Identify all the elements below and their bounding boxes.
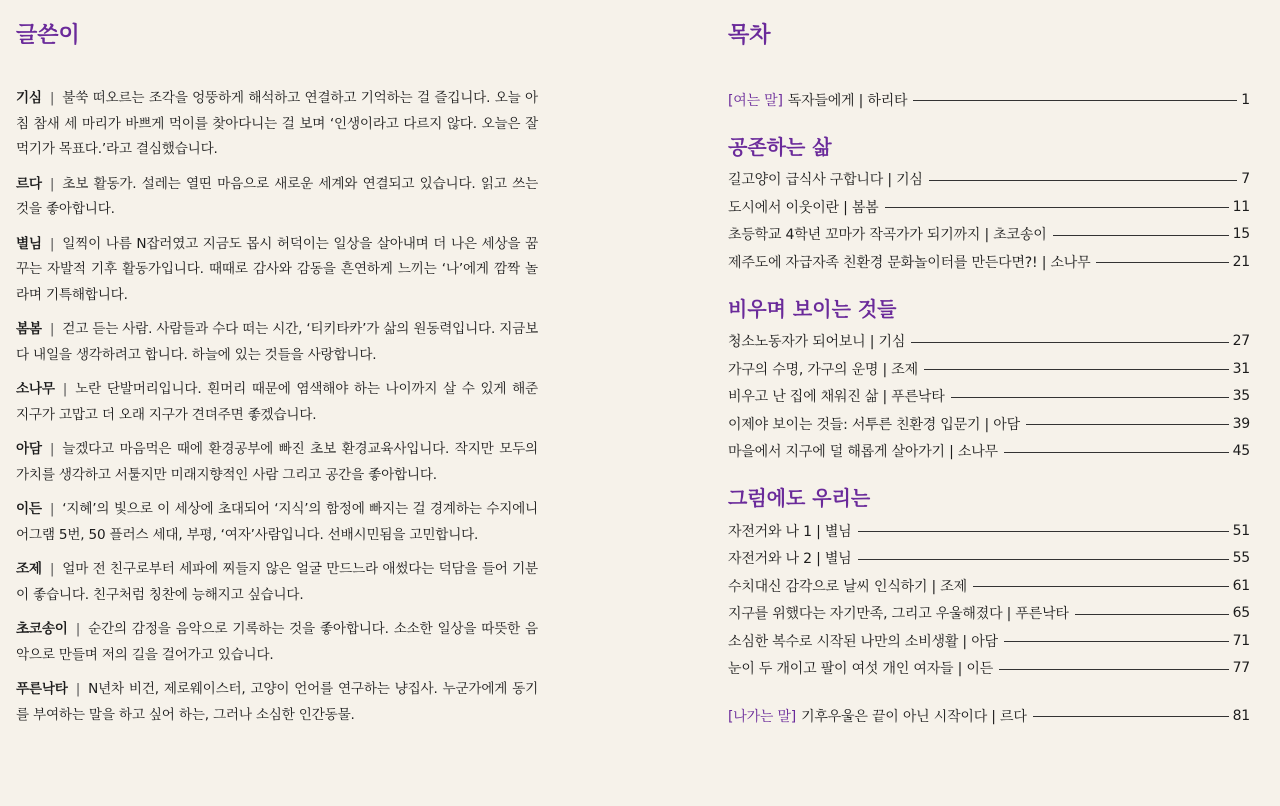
toc-entry[interactable] xyxy=(728,517,1250,545)
toc-entry[interactable] xyxy=(728,166,1250,194)
toc-closing xyxy=(728,702,1250,730)
entry-title: 제주도에 자급자족 친환경 문화놀이터를 만든다면?! | 소나무 xyxy=(728,254,1091,271)
leader-line xyxy=(1004,452,1229,453)
page-number: 65 xyxy=(1232,605,1250,622)
author-name: 별님 xyxy=(16,235,42,252)
toc-entry[interactable] xyxy=(728,193,1250,221)
leader-line xyxy=(885,207,1229,208)
page-number: 51 xyxy=(1232,522,1250,539)
separator: | xyxy=(49,501,55,517)
separator: | xyxy=(75,681,81,697)
toc-entry[interactable] xyxy=(728,410,1250,438)
author-name: 소나무 xyxy=(16,381,55,397)
entry-title: 자전거와 나 2 | 별님 xyxy=(728,551,852,568)
entry-title: 기후우울은 끝이 아닌 시작이다 | 르다 xyxy=(801,708,1027,725)
entry-title: 수치대신 감각으로 날씨 인식하기 | 조제 xyxy=(728,578,967,595)
separator: | xyxy=(49,561,55,577)
author-entry xyxy=(16,172,538,223)
page-number: 77 xyxy=(1232,660,1250,677)
author-name: 아담 xyxy=(16,441,42,457)
toc-opening xyxy=(728,86,1250,114)
author-name: 이든 xyxy=(16,501,42,517)
page-number: 21 xyxy=(1232,253,1250,270)
section-title: 공존하는 삶 xyxy=(728,134,832,159)
page-number: 7 xyxy=(1241,171,1250,188)
page-number: 71 xyxy=(1232,632,1250,649)
toc-entry[interactable] xyxy=(728,328,1250,356)
toc-title: 목차 xyxy=(728,23,771,48)
toc-entry[interactable] xyxy=(728,655,1250,683)
author-entry xyxy=(16,557,538,608)
toc-entry[interactable] xyxy=(728,355,1250,383)
leader-line xyxy=(1004,641,1229,642)
author-entry xyxy=(16,677,538,728)
entry-title: 초등학교 4학년 꼬마가 작곡가가 되기까지 | 초코송이 xyxy=(728,227,1047,244)
separator: | xyxy=(62,381,68,397)
toc-entry[interactable] xyxy=(728,86,1250,114)
author-entry xyxy=(16,377,538,428)
leader-line xyxy=(951,397,1229,398)
author-name: 조제 xyxy=(16,561,42,577)
separator: | xyxy=(49,441,55,457)
toc-entry[interactable] xyxy=(728,572,1250,600)
author-desc: 불쑥 떠오르는 조각을 엉뚱하게 해석하고 연결하고 기억하는 걸 즐깁니다. 오늘 아침 참새 세 마리가 바쁘게 먹이를 찾아다니는 걸 보며 ‘인생이라고 다르지 않다. 오늘은 잘 먹기가 목표다.’라고 결심했습니다. xyxy=(16,90,538,157)
entry-title: 마을에서 지구에 덜 해롭게 살아가기 | 소나무 xyxy=(728,444,998,461)
page-number: 81 xyxy=(1232,707,1250,724)
entry-title: 독자들에게 | 하리타 xyxy=(787,92,908,109)
separator: | xyxy=(75,621,81,637)
author-desc: ‘지혜’의 빛으로 이 세상에 초대되어 ‘지식’의 함정에 빠지는 걸 경계하는 수지에니어그램 5번, 50 플러스 세대, 부평, ‘여자’사람입니다. 선배시민됨을 고민합니다. xyxy=(16,501,538,543)
entry-title: 도시에서 이웃이란 | 봄봄 xyxy=(728,199,879,216)
toc-entry[interactable] xyxy=(728,221,1250,249)
entry-prefix: [나가는 말] xyxy=(728,708,797,725)
leader-line xyxy=(858,559,1229,560)
entry-title: 가구의 수명, 가구의 운명 | 조제 xyxy=(728,361,918,378)
authors-title: 글쓴이 xyxy=(16,23,80,48)
separator: | xyxy=(49,90,55,106)
author-entry xyxy=(16,437,538,488)
author-desc: 늘겠다고 마음먹은 때에 환경공부에 빠진 초보 환경교육사입니다. 작지만 모두의 가치를 생각하고 서툴지만 미래지향적인 사람 그리고 공간을 좋아합니다. xyxy=(16,441,538,483)
table-of-contents xyxy=(728,86,1250,730)
entry-prefix: [여는 말] xyxy=(728,92,783,109)
page-number: 11 xyxy=(1232,198,1250,215)
leader-line xyxy=(1033,716,1229,717)
leader-line xyxy=(924,369,1229,370)
author-name: 푸른낙타 xyxy=(16,681,68,697)
leader-line xyxy=(913,100,1237,101)
page-number: 1 xyxy=(1241,91,1250,108)
section-title: 비우며 보이는 것들 xyxy=(728,296,897,321)
toc-entry[interactable] xyxy=(728,627,1250,655)
entry-title: 청소노동자가 되어보니 | 기심 xyxy=(728,334,906,351)
page-number: 39 xyxy=(1232,415,1250,432)
entry-title: 자전거와 나 1 | 별님 xyxy=(728,523,852,540)
toc-section xyxy=(728,485,1250,682)
leader-line xyxy=(999,669,1229,670)
author-entry xyxy=(16,497,538,548)
page-number: 61 xyxy=(1232,577,1250,594)
toc-section xyxy=(728,296,1250,466)
toc-page xyxy=(640,0,1280,806)
page-number: 55 xyxy=(1232,550,1250,567)
page-number: 31 xyxy=(1232,360,1250,377)
page-number: 27 xyxy=(1232,333,1250,350)
section-title: 그럼에도 우리는 xyxy=(728,486,871,510)
leader-line xyxy=(1053,235,1229,236)
toc-entry[interactable] xyxy=(728,438,1250,466)
leader-line xyxy=(1075,614,1229,615)
author-name: 봄봄 xyxy=(16,321,42,337)
author-desc: 얼마 전 친구로부터 세파에 찌들지 않은 얼굴 만드느라 애썼다는 덕담을 들어 기분이 좋습니다. 친구처럼 칭찬에 능해지고 싶습니다. xyxy=(16,561,538,603)
leader-line xyxy=(1096,262,1228,263)
toc-entry[interactable] xyxy=(728,600,1250,628)
author-desc: 걷고 듣는 사람. 사람들과 수다 떠는 시간, ‘티키타카’가 삶의 원동력입니다. 지금보다 내일을 생각하려고 합니다. 하늘에 있는 것들을 사랑합니다. xyxy=(16,321,538,363)
leader-line xyxy=(858,531,1229,532)
author-entry xyxy=(16,617,538,668)
author-list xyxy=(16,86,538,728)
author-desc: 일찍이 나름 N잡러였고 지금도 몹시 허덕이는 일상을 살아내며 더 나은 세상을 꿈꾸는 자발적 기후 활동가입니다. 때때로 감사와 감동을 흔연하게 느끼는 ‘나’에게 깜짝 놀라며 기특해합니다. xyxy=(16,235,538,303)
author-name: 초코송이 xyxy=(16,621,68,637)
author-desc: N년차 비건, 제로웨이스터, 고양이 언어를 연구하는 냥집사. 누군가에게 동기를 부여하는 말을 하고 싶어 하는, 그러나 소심한 인간동물. xyxy=(16,681,538,723)
toc-entry[interactable] xyxy=(728,248,1250,276)
entry-title: 소심한 복수로 시작된 나만의 소비생활 | 아담 xyxy=(728,633,998,650)
author-entry xyxy=(16,317,538,368)
page-number: 35 xyxy=(1232,388,1250,405)
author-desc: 노란 단발머리입니다. 흰머리 때문에 염색해야 하는 나이까지 살 수 있게 해준 지구가 고맙고 더 오래 지구가 견뎌주면 좋겠습니다. xyxy=(16,381,538,423)
author-entry xyxy=(16,232,538,309)
toc-entry[interactable] xyxy=(728,702,1250,730)
separator: | xyxy=(49,321,55,337)
leader-line xyxy=(911,342,1228,343)
entry-title: 지구를 위했다는 자기만족, 그리고 우울해졌다 | 푸른낙타 xyxy=(728,606,1069,623)
toc-entry[interactable] xyxy=(728,383,1250,411)
toc-entry[interactable] xyxy=(728,545,1250,573)
author-desc: 순간의 감정을 음악으로 기록하는 것을 좋아합니다. 소소한 일상을 따뜻한 음악으로 만들며 저의 길을 걸어가고 있습니다. xyxy=(16,621,538,663)
separator: | xyxy=(49,175,55,192)
entry-title: 비우고 난 집에 채워진 삶 | 푸른낙타 xyxy=(728,389,945,406)
entry-title: 눈이 두 개이고 팔이 여섯 개인 여자들 | 이든 xyxy=(728,661,994,678)
author-name: 르다 xyxy=(16,175,42,192)
page-number: 15 xyxy=(1232,226,1250,243)
separator: | xyxy=(49,235,55,252)
leader-line xyxy=(1026,424,1229,425)
entry-title: 길고양이 급식사 구합니다 | 기심 xyxy=(728,172,923,189)
toc-section xyxy=(728,134,1250,276)
author-name: 기심 xyxy=(16,90,42,106)
leader-line xyxy=(929,180,1238,181)
author-entry xyxy=(16,86,538,163)
entry-title: 이제야 보이는 것들: 서투른 친환경 입문기 | 아담 xyxy=(728,416,1020,433)
leader-line xyxy=(973,586,1229,587)
page-number: 45 xyxy=(1232,443,1250,460)
author-desc: 초보 활동가. 설레는 열띤 마음으로 새로운 세계와 연결되고 있습니다. 읽고 쓰는 것을 좋아합니다. xyxy=(16,175,538,217)
